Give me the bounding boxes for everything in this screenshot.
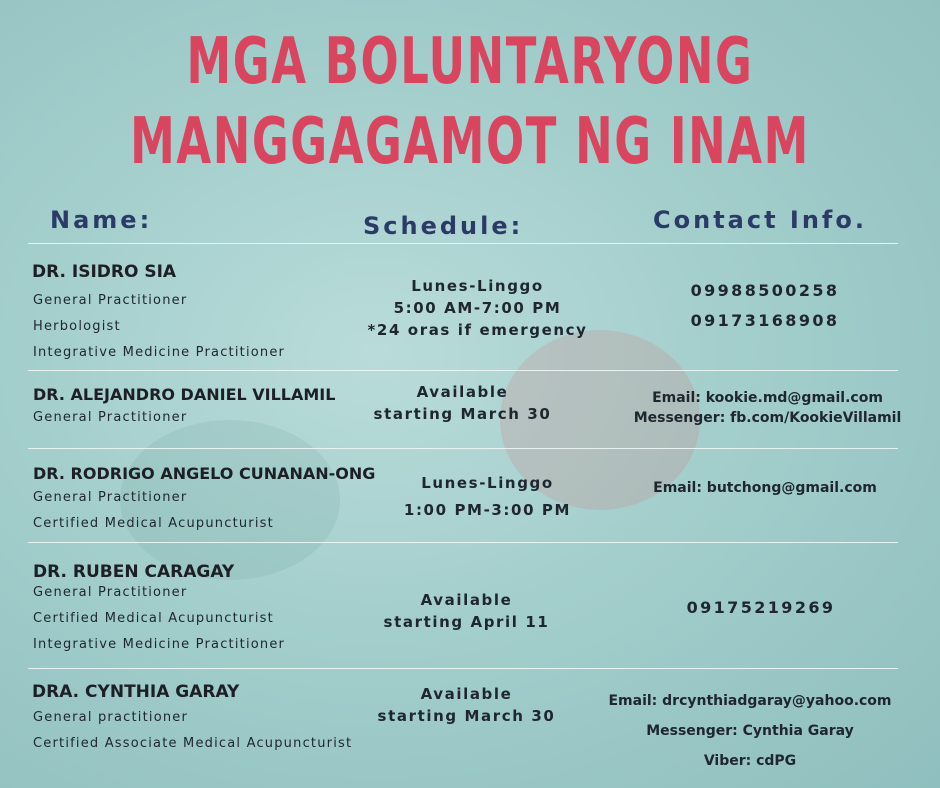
doctor-contact bbox=[640, 276, 890, 336]
schedule-line: Available bbox=[416, 383, 509, 401]
contact-phone: 09173168908 bbox=[690, 311, 840, 330]
header-schedule: Schedule: bbox=[363, 212, 524, 240]
schedule-line: 5:00 AM-7:00 PM bbox=[393, 299, 562, 317]
doctor-schedule bbox=[355, 275, 600, 341]
contact-phone: 09175219269 bbox=[686, 598, 836, 617]
row-divider bbox=[28, 448, 898, 449]
row-divider bbox=[28, 243, 898, 244]
doctor-specialty: Certified Medical Acupuncturist bbox=[33, 516, 274, 531]
doctor-specialty: General Practitioner bbox=[33, 410, 188, 425]
header-contact: Contact Info. bbox=[653, 206, 867, 234]
doctor-contact bbox=[630, 478, 900, 498]
doctor-schedule bbox=[344, 683, 589, 727]
page-title-line2: MANGGAGAMOT NG INAM bbox=[130, 105, 810, 179]
schedule-line: Lunes-Linggo bbox=[411, 277, 544, 295]
contact-viber: Viber: cdPG bbox=[703, 753, 797, 769]
doctor-specialty: Integrative Medicine Practitioner bbox=[33, 637, 286, 652]
doctor-schedule bbox=[344, 589, 589, 633]
doctor-name: DR. ALEJANDRO DANIEL VILLAMIL bbox=[33, 385, 336, 404]
doctor-specialty: General Practitioner bbox=[33, 293, 188, 308]
schedule-line: starting April 11 bbox=[383, 613, 550, 631]
doctor-specialty: Certified Medical Acupuncturist bbox=[33, 611, 274, 626]
doctor-specialty: General practitioner bbox=[33, 710, 189, 725]
doctor-contact bbox=[620, 388, 915, 428]
doctor-schedule bbox=[365, 470, 610, 524]
contact-email: Email: butchong@gmail.com bbox=[653, 480, 877, 496]
schedule-line: Available bbox=[420, 685, 513, 703]
doctor-schedule bbox=[340, 381, 585, 425]
contact-email: Email: kookie.md@gmail.com bbox=[652, 390, 883, 406]
schedule-line: Lunes-Linggo bbox=[421, 474, 554, 492]
doctor-name: DR. ISIDRO SIA bbox=[32, 262, 177, 282]
doctor-specialty: General Practitioner bbox=[33, 585, 188, 600]
doctor-contact bbox=[595, 686, 905, 776]
row-divider bbox=[28, 370, 898, 371]
doctor-name: DR. RODRIGO ANGELO CUNANAN-ONG bbox=[33, 464, 376, 483]
doctor-name: DR. RUBEN CARAGAY bbox=[33, 562, 235, 582]
contact-email: Email: drcynthiadgaray@yahoo.com bbox=[608, 693, 892, 709]
contact-messenger: Messenger: Cynthia Garay bbox=[646, 723, 854, 739]
schedule-line: 1:00 PM-3:00 PM bbox=[403, 501, 572, 519]
row-divider bbox=[28, 542, 898, 543]
schedule-line: *24 oras if emergency bbox=[367, 321, 588, 339]
schedule-line: starting March 30 bbox=[373, 405, 552, 423]
doctor-name: DRA. CYNTHIA GARAY bbox=[32, 682, 240, 702]
doctor-specialty: Herbologist bbox=[33, 319, 121, 334]
doctor-specialty: Certified Associate Medical Acupuncturist bbox=[33, 736, 353, 751]
doctor-specialty: General Practitioner bbox=[33, 490, 188, 505]
contact-phone: 09988500258 bbox=[690, 281, 840, 300]
doctor-specialty: Integrative Medicine Practitioner bbox=[33, 345, 286, 360]
row-divider bbox=[28, 668, 898, 669]
header-name: Name: bbox=[50, 206, 153, 234]
doctor-contact bbox=[636, 593, 886, 623]
schedule-line: starting March 30 bbox=[377, 707, 556, 725]
page-title-line1: MGA BOLUNTARYONG bbox=[186, 25, 754, 99]
contact-messenger: Messenger: fb.com/KookieVillamil bbox=[633, 410, 902, 426]
schedule-line: Available bbox=[420, 591, 513, 609]
